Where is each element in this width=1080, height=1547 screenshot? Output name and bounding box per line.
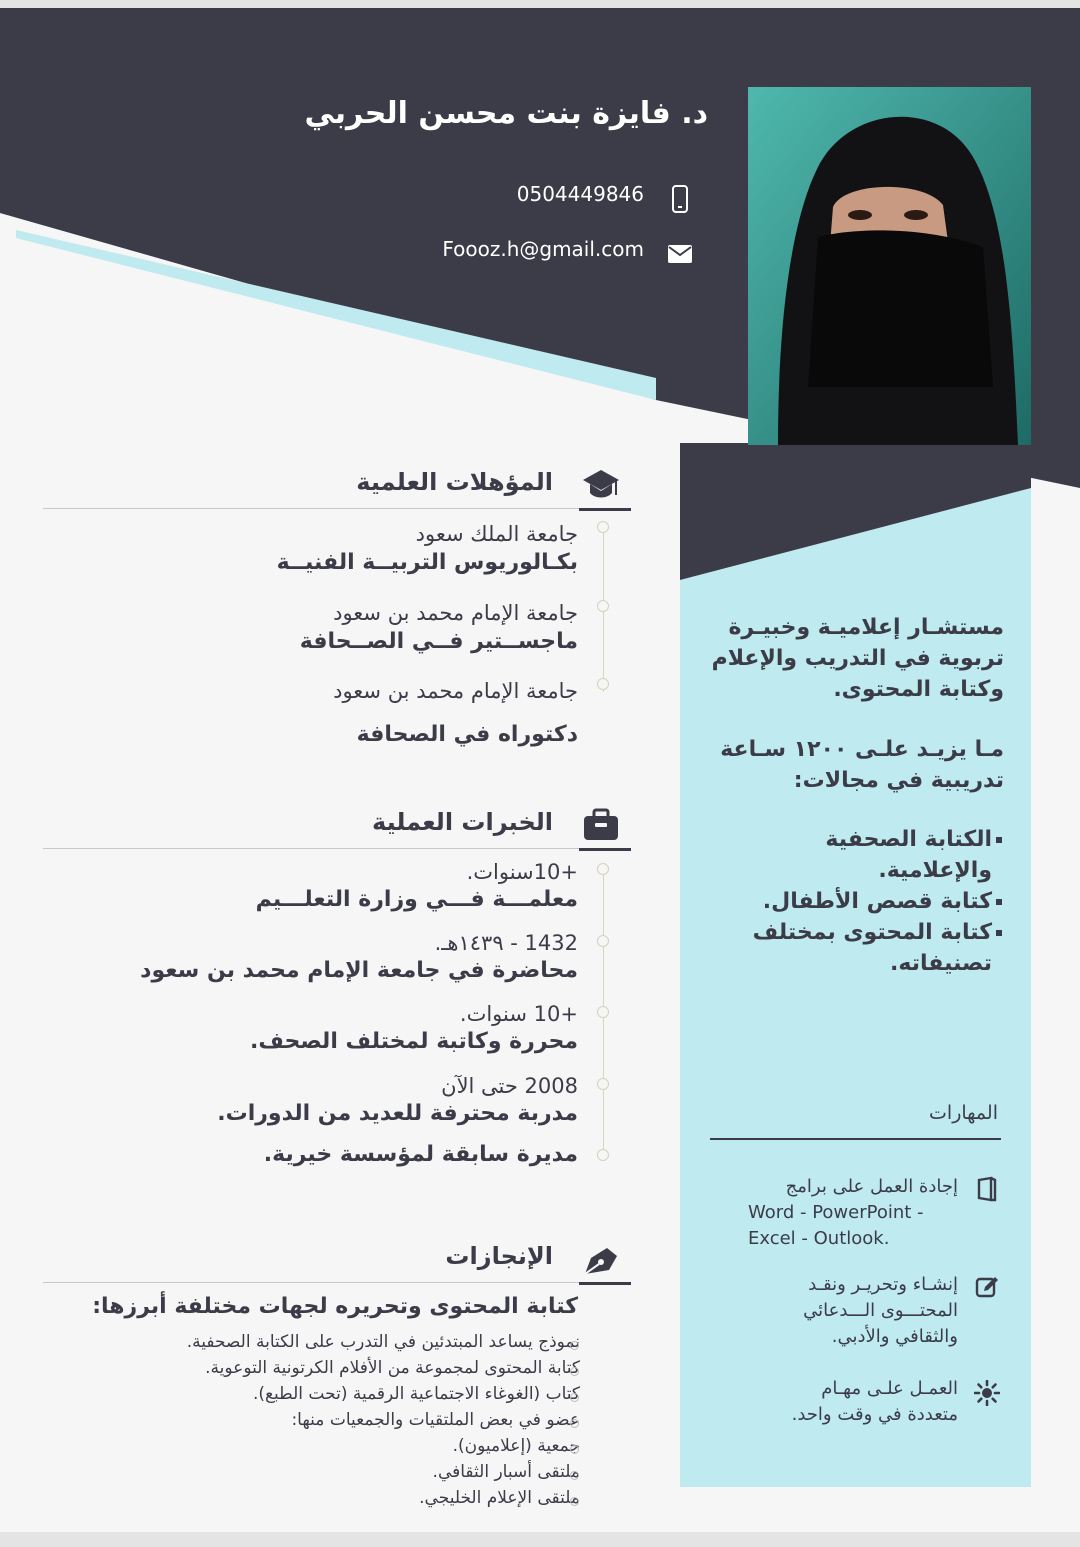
qualifications-header — [43, 468, 631, 509]
pen-nib-icon — [581, 1242, 621, 1276]
bullet-circle — [570, 1445, 579, 1454]
bullet-circle — [570, 1471, 579, 1480]
section-underline-accent — [579, 848, 631, 851]
training-hours — [720, 734, 1004, 796]
achievements-title: الإنجازات — [445, 1242, 553, 1270]
profile-summary — [712, 612, 1004, 705]
field-item: تصنيفاته. — [890, 951, 992, 976]
graduation-cap-icon — [581, 468, 621, 502]
achievement-item: ملتقى أسبار الثقافي. — [432, 1462, 580, 1482]
skill-line: إنشـاء وتحريـر ونقـد — [808, 1274, 958, 1295]
qualification-org: جامعة الملك سعود — [415, 522, 578, 546]
skill-item — [748, 1174, 958, 1252]
qualification-org: جامعة الإمام محمد بن سعود — [333, 601, 578, 625]
summary-line: تربوية في التدريب والإعلام — [711, 646, 1004, 671]
skill-line: Excel - Outlook. — [748, 1228, 890, 1249]
skill-item — [748, 1272, 958, 1350]
summary-line: مستشـار إعلاميـة وخبيـرة — [728, 615, 1004, 640]
achievement-item: نموذج يساعد المبتدئين في التدرب على الكتابة الصحفية. — [186, 1332, 580, 1352]
timeline-dot — [597, 600, 609, 612]
experience-period: +10سنوات. — [466, 860, 578, 884]
skill-line: المحتـــوى الـــدعائي — [803, 1300, 958, 1321]
phone-number[interactable]: 0504449846 — [516, 182, 644, 206]
skill-line: العمـل علـى مهـام — [821, 1378, 958, 1399]
book-icon — [974, 1176, 1000, 1202]
field-item: كتابة قصص الأطفال. — [762, 889, 992, 914]
timeline-dot — [597, 863, 609, 875]
bullet-circle — [570, 1419, 579, 1428]
bullet-circle — [570, 1393, 579, 1402]
achievement-item: كتاب (الغوغاء الاجتماعية الرقمية (تحت الطبع). — [252, 1384, 580, 1404]
skill-line: والثقافي والأدبي. — [831, 1326, 958, 1347]
experience-header — [43, 808, 631, 849]
square-bullet — [996, 837, 1002, 843]
experience-period: 2008 حتى الآن — [441, 1074, 578, 1098]
achievements-header — [43, 1242, 631, 1283]
bullet-circle — [570, 1497, 579, 1506]
qualification-org: جامعة الإمام محمد بن سعود — [333, 679, 578, 703]
achievement-item: كتابة المحتوى لمجموعة من الأفلام الكرتونية التوعوية. — [205, 1358, 580, 1378]
experience-role: معلمـــة فـــي وزارة التعلـــيم — [255, 887, 578, 912]
experience-period: +10 سنوات. — [459, 1002, 578, 1026]
edit-icon — [974, 1274, 1000, 1300]
experience-role: مديرة سابقة لمؤسسة خيرية. — [263, 1142, 578, 1167]
achievements-lead: كتابة المحتوى وتحريره لجهات مختلفة أبرزها: — [92, 1294, 578, 1319]
email-address[interactable]: Foooz.h@gmail.com — [442, 237, 644, 261]
hours-line: تدريبية في مجالات: — [793, 768, 1004, 793]
skills-title: المهارات — [929, 1102, 998, 1124]
skill-item — [748, 1376, 958, 1428]
experience-period: 1432 - ١٤٣٩هـ. — [434, 931, 578, 955]
achievement-item: جمعية (إعلاميون). — [452, 1436, 580, 1456]
skill-line: متعددة في وقت واحد. — [791, 1404, 958, 1425]
briefcase-icon — [581, 808, 621, 842]
skill-line: Word - PowerPoint - — [748, 1202, 924, 1223]
qualification-degree: ماجســتير فــي الصــحافة — [299, 629, 578, 654]
square-bullet — [996, 899, 1002, 905]
qualification-degree: دكتوراه في الصحافة — [356, 722, 578, 747]
timeline-dot — [597, 521, 609, 533]
resume-page — [0, 8, 1080, 1532]
envelope-icon — [668, 245, 692, 263]
experience-title: الخبرات العملية — [372, 808, 553, 836]
qualification-degree: بكـالوريوس التربيــة الفنيــة — [276, 550, 578, 575]
field-item: كتابة المحتوى بمختلف — [752, 920, 992, 945]
bullet-circle — [570, 1367, 579, 1376]
profile-photo — [748, 87, 1031, 445]
summary-line: وكتابة المحتوى. — [833, 677, 1004, 702]
hours-line: مـا يزيـد علـى ١٢٠٠ سـاعة — [720, 737, 1004, 762]
person-name: د. فايزة بنت محسن الحربي — [304, 96, 708, 131]
field-item: الكتابة الصحفية — [825, 827, 992, 852]
timeline-dot — [597, 1149, 609, 1161]
timeline-dot — [597, 1006, 609, 1018]
section-underline-accent — [579, 1282, 631, 1285]
bullet-circle — [570, 1341, 579, 1350]
experience-role: محررة وكاتبة لمختلف الصحف. — [249, 1029, 578, 1054]
square-bullet — [996, 930, 1002, 936]
achievement-item: عضو في بعض الملتقيات والجمعيات منها: — [291, 1410, 580, 1430]
timeline-dot — [597, 935, 609, 947]
section-underline-accent — [579, 508, 631, 511]
phone-icon — [671, 185, 689, 213]
skills-divider — [710, 1138, 1001, 1140]
skill-line: إجادة العمل على برامج — [785, 1176, 958, 1197]
sun-gear-icon — [974, 1380, 1000, 1406]
training-fields-list — [753, 824, 992, 979]
experience-role: مدربة محترفة للعديد من الدورات. — [217, 1101, 578, 1126]
timeline-dot — [597, 678, 609, 690]
achievement-item: ملتقى الإعلام الخليجي. — [419, 1488, 580, 1508]
field-item: والإعلامية. — [878, 858, 992, 883]
qualifications-title: المؤهلات العلمية — [356, 468, 553, 496]
experience-role: محاضرة في جامعة الإمام محمد بن سعود — [140, 958, 578, 983]
timeline-dot — [597, 1078, 609, 1090]
